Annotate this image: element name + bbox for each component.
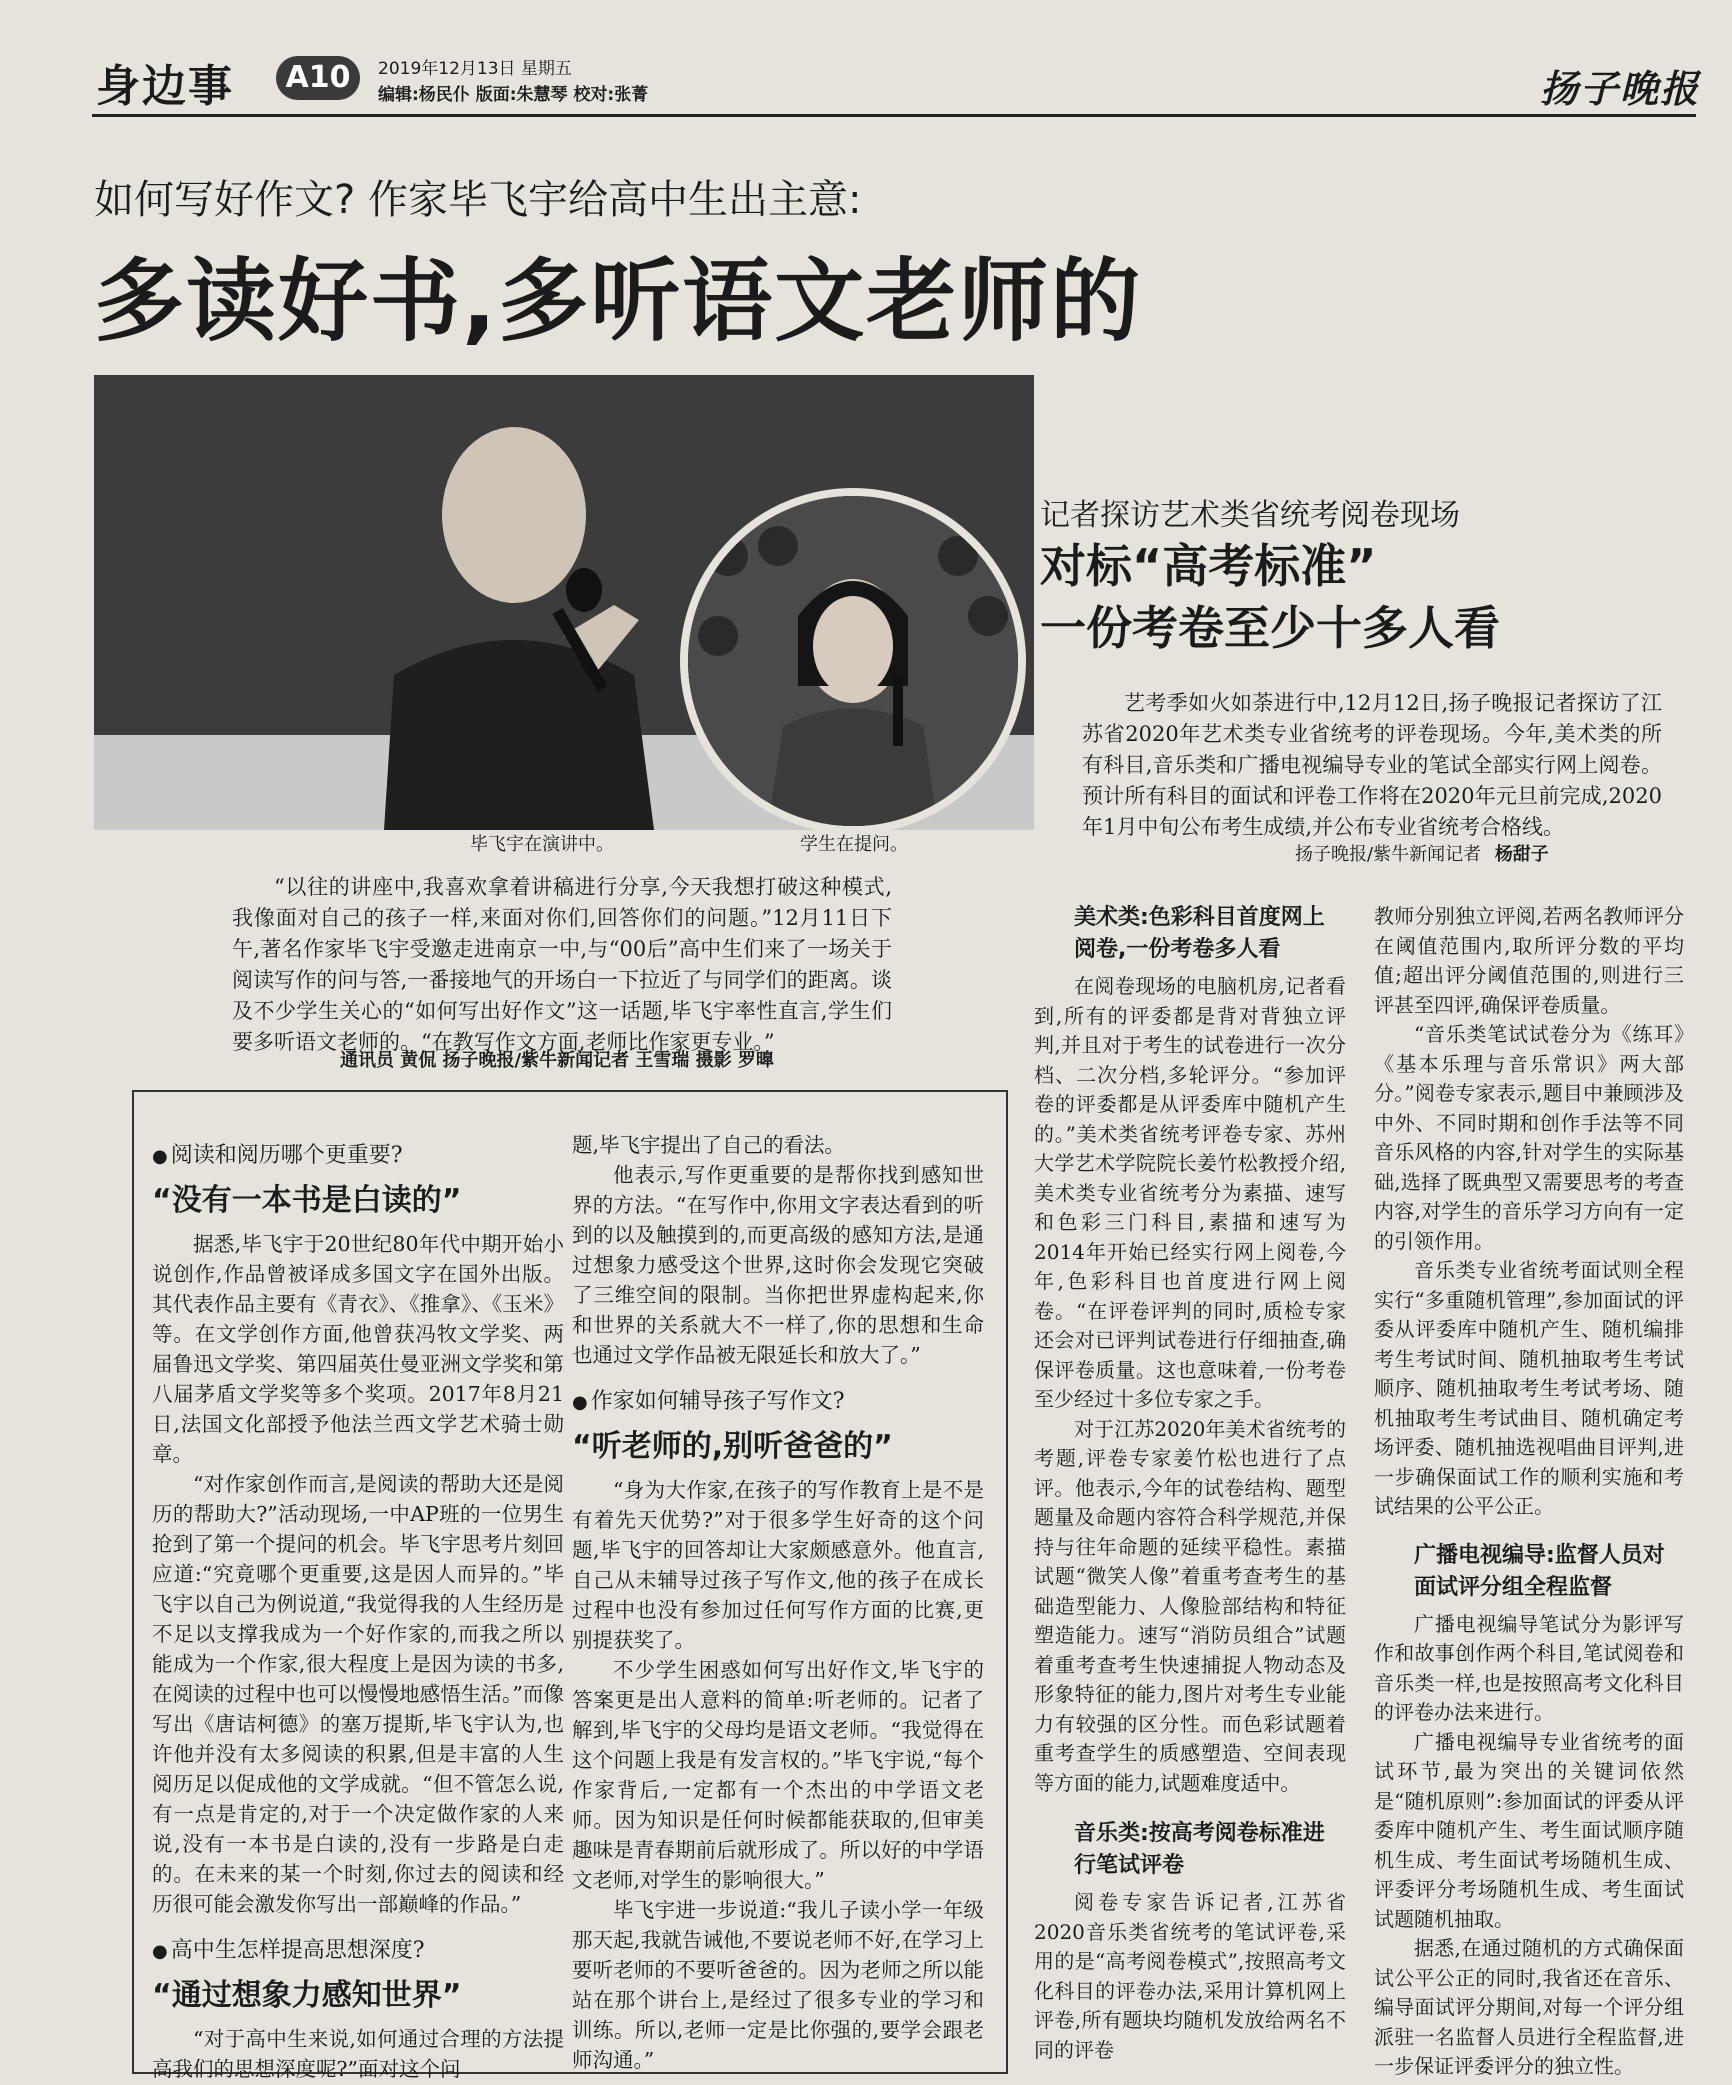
byline-name: 杨甜子 [1494, 844, 1549, 865]
col3-paragraph: “音乐类笔试试卷分为《练耳》《基本乐理与音乐常识》两大部分。”阅卷专家表示,题目中兼顾涉及中外、不同时期和创作手法等不同音乐风格的内容,针对学生的实际基础,选择了既典型又需要思考的考查内容,对学生的音乐学习方向有一定的引领作用。 [1374, 1022, 1684, 1253]
article1-lead [232, 872, 892, 1058]
sec1-question [152, 1138, 564, 1169]
student-figure [688, 496, 1018, 826]
tv-body [1374, 1610, 1684, 2082]
issue-date: 2019年12月13日 星期五 [378, 59, 572, 79]
tv-paragraph: 广播电视编导专业省统考的面试环节,最为突出的关键词依然是“随机原则”:参加面试的评委从评委库中随机产生、考生面试顺序随机生成、考生面试考场随机生成、评委评分考场随机生成、考生面试试题随机抽取。 [1374, 1729, 1684, 1931]
article1-col2 [572, 1130, 984, 2075]
col3-paragraph: 教师分别独立评阅,若两名教师评分在阈值范围内,取所评分数的平均值;超出评分阈值范围的,则进行三评甚至四评,确保评卷质量。 [1374, 904, 1684, 1017]
sec2-paragraph: 题,毕飞宇提出了自己的看法。 [572, 1133, 846, 1157]
byline-prefix: 扬子晚报/紫牛新闻记者 [1295, 844, 1482, 865]
main-photo-caption: 毕飞宇在演讲中。 [470, 834, 614, 855]
lead-paragraph: “以往的讲座中,我喜欢拿着讲稿进行分享,今天我想打破这种模式,我像面对自己的孩子一样,来面对你们,回答你们的问题。”12月11日下午,著名作家毕飞宇受邀走进南京一中,与“00后”高中生们来了一场关于阅读写作的问与答,一番接地气的开场白一下拉近了与同学们的距离。谈及不少学生关心的“如何写出好作文”这一话题,毕飞宇率性直言,学生们要多听语文老师的。“在教写作文方面,老师比作家更专业。” [232, 875, 892, 1054]
article1-headline: 多读好书,多听语文老师的 [94, 249, 1143, 354]
art-body [1034, 972, 1346, 1798]
sec2-question-text: 高中生怎样提高思想深度? [170, 1938, 425, 1963]
sec3-paragraph: “身为大作家,在孩子的写作教育上是不是有着先天优势?”对于很多学生好奇的这个问题,毕飞宇的回答却让大家颇感意外。他直言,自己从未辅导过孩子写作文,他的孩子在成长过程中也没有参加过任何写作方面的比赛,更别提获奖了。 [572, 1478, 984, 1652]
sec3-answer: “听老师的,别听爸爸的” [572, 1429, 893, 1464]
sec1-body [152, 1229, 564, 1919]
article1-kicker: 如何写好作文? 作家毕飞宇给高中生出主意: [94, 177, 862, 223]
article2-col2 [1374, 902, 1684, 2082]
article2-byline [1295, 840, 1549, 866]
art-paragraph: 对于江苏2020年美术省统考的考题,评卷专家姜竹松也进行了点评。他表示,今年的试卷结构、题型题量及命题内容符合科学规范,并保持与往年命题的延续平稳性。素描试题“微笑人像”着重考查考生的基础造型能力、人像脸部结构和特征塑造能力。速写“消防员组合”试题着重考查考生快速捕捉人物动态及形象特征的能力,图片对考生专业能力有较强的区分性。而色彩试题着重考查学生的质感塑造、空间表现等方面的能力,试题难度适中。 [1034, 1416, 1346, 1795]
tv-paragraph: 据悉,在通过随机的方式确保面试公平公正的同时,我省还在音乐、编导面试评分期间,对每一个评分组派驻一名监督人员进行全程监督,进一步保证评委评分的独立性。 [1374, 1936, 1684, 2078]
sec1-paragraph: 据悉,毕飞宇于20世纪80年代中期开始小说创作,作品曾被译成多国文字在国外出版。其代表作品主要有《青衣》、《推拿》、《玉米》等。在文学创作方面,他曾获冯牧文学奖、两届鲁迅文学奖、第四届英仕曼亚洲文学奖和第八届茅盾文学奖等多个奖项。2017年8月21日,法国文化部授予他法兰西文学艺术骑士勋章。 [152, 1232, 564, 1466]
tv-paragraph: 广播电视编导笔试分为影评写作和故事创作两个科目,笔试阅卷和音乐类一样,也是按照高考文化科目的评卷办法来进行。 [1374, 1611, 1684, 1724]
newspaper-logo: 扬子晚报 [1540, 66, 1701, 111]
art-paragraph: 在阅卷现场的电脑机房,记者看到,所有的评委都是背对背独立评判,并且对于考生的试卷进行一次分档、二次分档,多轮评分。“参加评卷的评委都是从评委库中随机产生的。”美术类省统考评卷专家、苏州大学艺术学院院长姜竹松教授介绍,美术类专业省统考分为素描、速写和色彩三门科目,素描和速写为2014年开始已经实行网上阅卷,今年,色彩科目也首度进行网上阅卷。“在评卷评判的同时,质检专家还会对已评判试卷进行仔细抽查,确保评卷质量。这也意味着,一份考卷至少经过十多位专家之手。 [1034, 974, 1346, 1411]
sec2-question [152, 1933, 564, 1964]
article2-lead [1082, 688, 1662, 843]
article2-lead-paragraph: 艺考季如火如荼进行中,12月12日,扬子晚报记者探访了江苏省2020年艺术类专业省统考的评卷现场。今年,美术类的所有科目,音乐类和广播电视编导专业的笔试全部实行网上阅卷。预计所有科目的面试和评卷工作将在2020年元旦前完成,2020年1月中旬公布考生成绩,并公布专业省统考合格线。 [1082, 691, 1662, 839]
sec3-question [572, 1384, 984, 1415]
article2-headline-line1: 对标“高考标准” [1040, 539, 1377, 593]
music-subhead: 音乐类:按高考阅卷标准进行笔试评卷 [1074, 1821, 1325, 1878]
sec2-body-start [152, 2024, 564, 2084]
sec3-question-text: 作家如何辅导孩子写作文? [590, 1389, 845, 1414]
student-photo-caption: 学生在提问。 [800, 834, 908, 855]
sec2-paragraph: 他表示,写作更重要的是帮你找到感知世界的方法。“在写作中,你用文字表达看到的听到的以及触摸到的,而更高级的感知方法,是通过想象力感受这个世界,这时你会发现它突破了三维空间的限制。当你把世界虚构起来,你和世界的关系就大不一样了,你的思想和生命也通过文学作品被无限延长和放大了。” [572, 1163, 984, 1367]
sec3-paragraph: 不少学生困惑如何写出好作文,毕飞宇的答案更是出人意料的简单:听老师的。记者了解到,毕飞宇的父母均是语文老师。“我觉得在这个问题上我是有发言权的。”毕飞宇说,“每个作家背后,一定都有一个杰出的中学语文老师。因为知识是任何时候都能获取的,但审美趣味是青春期前后就形成了。所以好的中学语文老师,对学生的影响很大。” [572, 1658, 984, 1892]
sec2-body-cont [572, 1130, 984, 1370]
sec2-paragraph: “对于高中生来说,如何通过合理的方法提高我们的思想深度呢?”面对这个问 [152, 2027, 564, 2081]
bullet-dot-icon: ● [572, 1392, 588, 1413]
article2-headline-line2: 一份考卷至少十多人看 [1040, 601, 1500, 655]
sec2-answer: “通过想象力感知世界” [152, 1978, 462, 2013]
editors-line: 编辑:杨民仆 版面:朱慧琴 校对:张菁 [378, 85, 649, 105]
tv-subhead: 广播电视编导:监督人员对面试评分组全程监督 [1414, 1542, 1665, 1600]
music-paragraph: 阅卷专家告诉记者,江苏省2020音乐类省统考的笔试评卷,采用的是“高考阅卷模式”,按照高考文化科目的评卷办法,采用计算机网上评卷,所有题块均随机发放给两名不同的评卷 [1034, 1890, 1346, 2062]
sec3-paragraph: 毕飞宇进一步说道:“我儿子读小学一年级那天起,我就告诫他,不要说老师不好,在学习上要听老师的不要听爸爸的。因为老师之所以能站在那个讲台上,是经过了很多专业的学习和训练。所以,老师一定是比你强的,要学会跟老师沟通。” [572, 1898, 984, 2072]
bullet-dot-icon: ● [152, 1941, 168, 1962]
section-name: 身边事 [96, 61, 234, 112]
col3-body [1374, 902, 1684, 1522]
article1-col1 [152, 1138, 564, 2084]
student-photo [680, 488, 1026, 834]
page-number-badge: A10 [276, 56, 360, 100]
article2-col1 [1034, 902, 1346, 2065]
col3-paragraph: 音乐类专业省统考面试则全程实行“多重随机管理”,参加面试的评委从评委库中随机产生、随机编排考生考试时间、随机抽取考生考试顺序、随机抽取考生考试考场、随机抽取考生考试曲目、随机确定考场评委、随机抽选视唱曲目评判,进一步确保面试工作的顺利实施和考试结果的公平公正。 [1374, 1258, 1684, 1518]
sec1-paragraph: “对作家创作而言,是阅读的帮助大还是阅历的帮助大?”活动现场,一中AP班的一位男生抢到了第一个提问的机会。毕飞宇思考片刻回应道:“究竟哪个更重要,这是因人而异的。”毕飞宇以自己为例说道,“我觉得我的人生经历是不足以支撑我成为一个好作家的,而我之所以能成为一个作家,很大程度上是因为读的书多,在阅读的过程中也可以慢慢地感悟生活。”而像写出《唐诘柯德》的塞万提斯,毕飞宇认为,也许他并没有太多阅读的积累,但是丰富的人生阅历足以促成他的文学成就。“但不管怎么说,有一点是肯定的,对于一个决定做作家的人来说,没有一本书是白读的,没有一步路是白走的。在未来的某一个时刻,你过去的阅读和经历很可能会激发你写出一部巅峰的作品。” [152, 1472, 564, 1916]
bullet-dot-icon: ● [152, 1146, 168, 1167]
sec1-question-text: 阅读和阅历哪个更重要? [170, 1143, 403, 1168]
article1-byline: 通讯员 黄侃 扬子晚报/紫牛新闻记者 王雪瑞 摄影 罗曍 [340, 1050, 774, 1071]
article2-kicker: 记者探访艺术类省统考阅卷现场 [1040, 498, 1460, 533]
art-subhead: 美术类:色彩科目首度网上阅卷,一份考卷多人看 [1074, 905, 1325, 962]
sec3-body [572, 1475, 984, 2075]
music-body [1034, 1888, 1346, 2065]
header-rule [92, 114, 1696, 117]
sec1-answer: “没有一本书是白读的” [152, 1183, 462, 1218]
